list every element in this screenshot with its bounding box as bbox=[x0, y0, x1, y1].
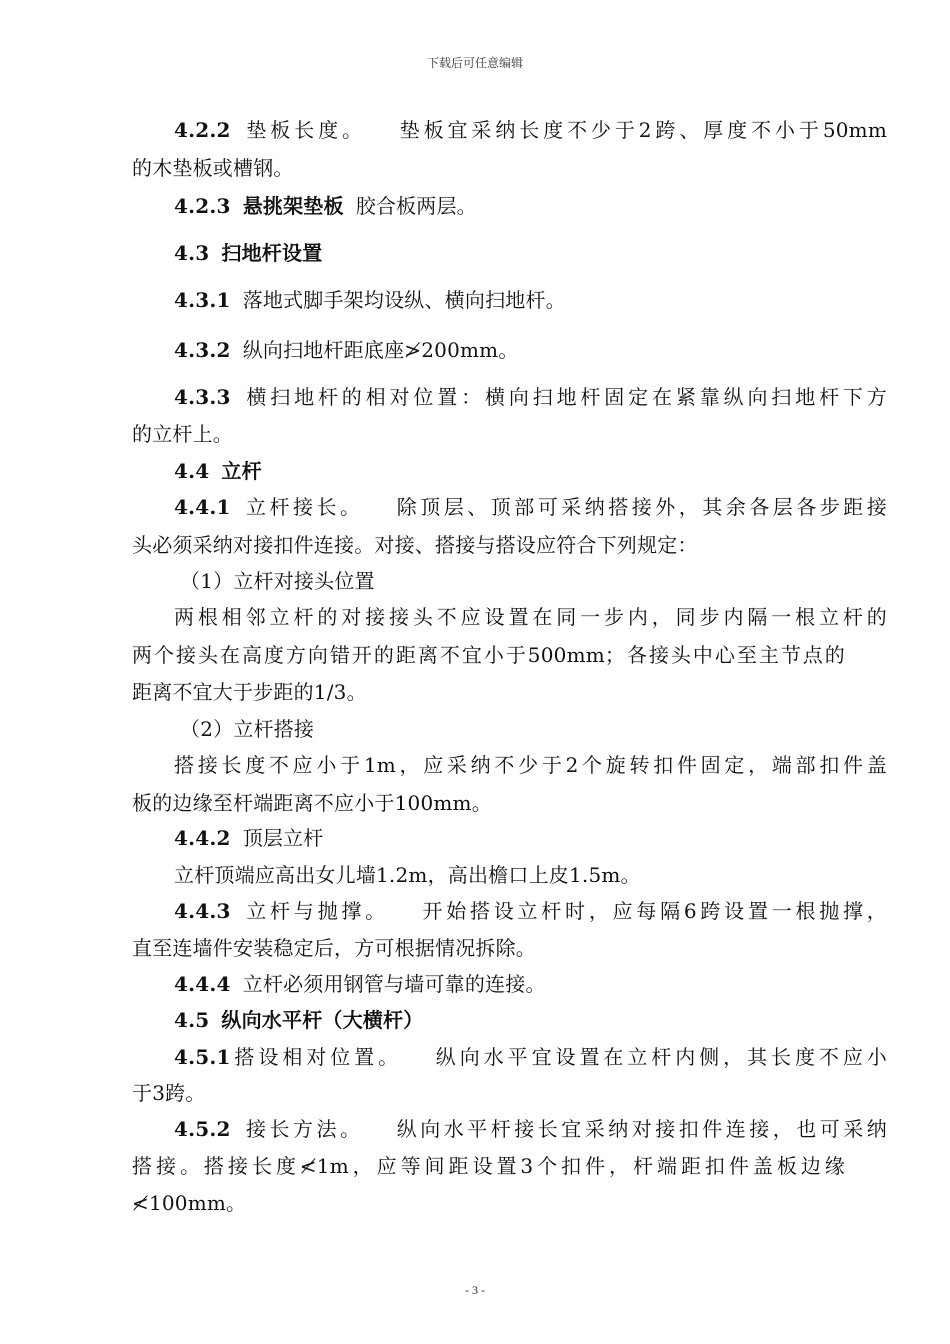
section-title: 搭设相对位置。 bbox=[230, 1045, 403, 1069]
section-title: 立杆接长。 bbox=[242, 495, 364, 519]
heading-title: 立杆 bbox=[221, 459, 262, 483]
section-number: 4.3.1 bbox=[174, 288, 231, 312]
paragraph-text: 纵向扫地杆距底座≯200mm。 bbox=[242, 338, 519, 362]
paragraph-text: 胶合板两层。 bbox=[355, 194, 477, 218]
paragraph-4-4-2-title bbox=[174, 825, 324, 851]
paragraph-4-5-1-line1 bbox=[174, 1044, 887, 1070]
paragraph-text: 立杆必须用钢管与墙可靠的连接。 bbox=[242, 972, 546, 996]
section-number: 4.4.1 bbox=[174, 495, 231, 519]
heading-number: 4.5 bbox=[174, 1008, 210, 1032]
subsection-2-text-line2: 板的边缘至杆端距离不应小于100mm。 bbox=[132, 791, 492, 815]
paragraph-text: 纵向水平宜设置在立杆内侧，其长度不应小 bbox=[432, 1045, 887, 1069]
paragraph-text: 除顶层、顶部可采纳搭接外，其余各层各步距接 bbox=[393, 495, 888, 519]
paragraph-4-4-3-line2: 直至连墙件安装稳定后，方可根据情况拆除。 bbox=[132, 936, 536, 960]
subsection-2-label: （2）立杆搭接 bbox=[180, 717, 315, 741]
paragraph-4-5-2-line1 bbox=[174, 1116, 887, 1142]
paragraph-4-5-2-line3: ≮100mm。 bbox=[132, 1191, 247, 1215]
section-number: 4.4.3 bbox=[174, 899, 231, 923]
paragraph-4-4-2-text: 立杆顶端应高出女儿墙1.2m，高出檐口上皮1.5m。 bbox=[174, 863, 641, 887]
paragraph-text: 开始搭设立杆时，应每隔6跨设置一根抛撑， bbox=[418, 899, 887, 923]
section-number: 4.4.4 bbox=[174, 972, 231, 996]
paragraph-text: 横扫地杆的相对位置：横向扫地杆固定在紧靠纵向扫地杆下方 bbox=[242, 385, 887, 409]
heading-number: 4.3 bbox=[174, 241, 210, 265]
section-title: 垫板长度。 bbox=[242, 118, 366, 142]
paragraph-4-5-2-line2: 搭接。搭接长度≮1m，应等间距设置3个扣件，杆端距扣件盖板边缘 bbox=[132, 1154, 845, 1178]
section-number: 4.3.3 bbox=[174, 385, 231, 409]
heading-4-3 bbox=[174, 240, 322, 266]
paragraph-4-2-2-line2: 的木垫板或槽钢。 bbox=[132, 156, 294, 180]
paragraph-4-4-1-line2: 头必须采纳对接扣件连接。对接、搭接与搭设应符合下列规定： bbox=[132, 533, 698, 557]
paragraph-4-3-1 bbox=[174, 287, 566, 313]
heading-4-5 bbox=[174, 1007, 423, 1033]
paragraph-4-3-3-line2: 的立杆上。 bbox=[132, 422, 233, 446]
paragraph-4-5-1-line2: 于3跨。 bbox=[132, 1081, 206, 1105]
section-number: 4.3.2 bbox=[174, 338, 231, 362]
page-number: - 3 - bbox=[465, 1283, 485, 1297]
paragraph-4-2-3 bbox=[174, 193, 477, 219]
section-number: 4.4.2 bbox=[174, 826, 231, 850]
paragraph-4-4-3-line1 bbox=[174, 898, 887, 924]
subsection-2-text-line1: 搭接长度不应小于1m，应采纳不少于2个旋转扣件固定，端部扣件盖 bbox=[174, 753, 887, 777]
heading-title: 纵向水平杆（大横杆） bbox=[221, 1008, 424, 1032]
paragraph-text: 纵向水平杆接长宜采纳对接扣件连接，也可采纳 bbox=[393, 1117, 888, 1141]
section-title: 立杆与抛撑。 bbox=[242, 899, 389, 923]
heading-title: 扫地杆设置 bbox=[221, 241, 323, 265]
section-number: 4.2.3 bbox=[174, 194, 231, 218]
section-number: 4.2.2 bbox=[174, 118, 231, 142]
heading-number: 4.4 bbox=[174, 459, 210, 483]
paragraph-4-4-4 bbox=[174, 971, 546, 997]
subsection-1-label: （1）立杆对接头位置 bbox=[180, 569, 375, 593]
paragraph-4-2-2-line1 bbox=[174, 117, 887, 143]
subsection-1-text-line3: 距离不宜大于步距的1/3。 bbox=[132, 680, 367, 704]
paragraph-4-3-3-line1 bbox=[174, 384, 887, 410]
heading-4-4 bbox=[174, 458, 262, 484]
paragraph-4-3-2 bbox=[174, 337, 519, 363]
page-header: 下载后可任意编辑 bbox=[426, 56, 523, 70]
section-number: 4.5.1 bbox=[174, 1045, 231, 1069]
paragraph-4-4-1-line1 bbox=[174, 494, 887, 520]
section-number: 4.5.2 bbox=[174, 1117, 231, 1141]
section-title: 悬挑架垫板 bbox=[242, 194, 344, 218]
paragraph-text: 垫板宜采纳长度不少于2跨、厚度不小于50mm bbox=[395, 118, 887, 142]
subsection-1-text-line2: 两个接头在高度方向错开的距离不宜小于500mm；各接头中心至主节点的 bbox=[132, 643, 845, 667]
section-title: 接长方法。 bbox=[242, 1117, 364, 1141]
paragraph-text: 落地式脚手架均设纵、横向扫地杆。 bbox=[242, 288, 566, 312]
subsection-1-text-line1: 两根相邻立杆的对接接头不应设置在同一步内，同步内隔一根立杆的 bbox=[174, 605, 887, 629]
section-title: 顶层立杆 bbox=[242, 826, 324, 850]
